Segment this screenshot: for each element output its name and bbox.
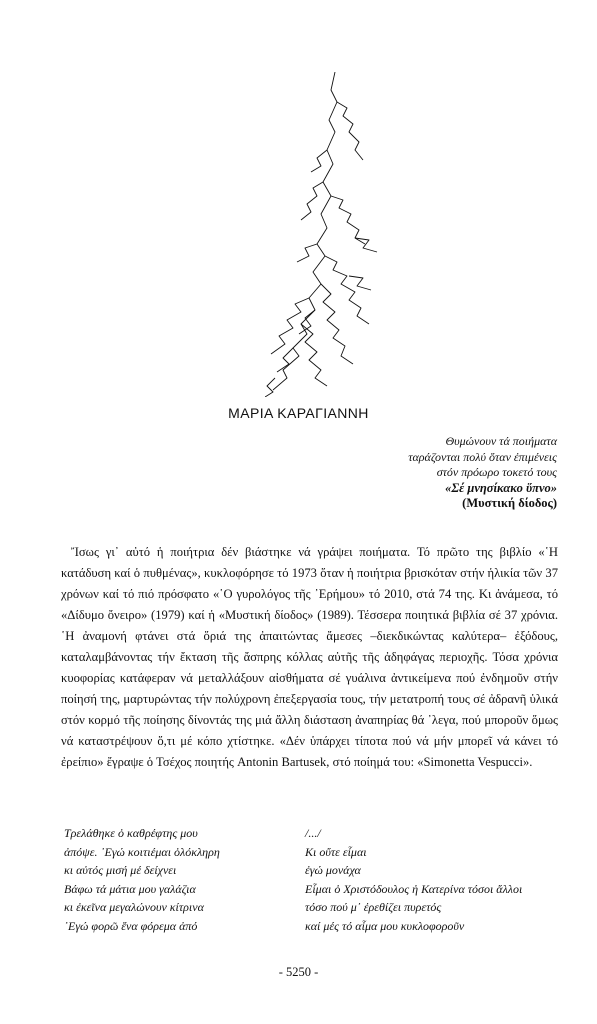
epigraph-line: ταράζονται πολύ ὅταν ἐπιμένεις <box>408 449 557 464</box>
author-name: ΜΑΡΙΑ ΚΑΡΑΓΙΑΝΝΗ <box>228 405 369 421</box>
epigraph-title: «Σέ μνησίκακο ὕπνο» <box>445 480 557 495</box>
epigraph-line: στόν πρόωρο τοκετό τους <box>436 465 557 479</box>
body-paragraph: Ἴσως γι᾿ αὐτό ἡ ποιήτρια δέν βιάστηκε νά γράψει ποιήματα. Τό πρῶτο της βιβλίο «῾Η κατάδυση καί ὁ πυθμένας», κυκλοφόρησε τό 1973 ὅταν ἡ ποιήτρια βρισκόταν στήν ἡλικία τῶν 37 χρόνων καί τό πιό πρόσφατο «῾Ο γυρολόγος τῆς ᾿Ερήμου» τό 2010, στά 74 της. Κι ἀνάμεσα, τό «Δίδυμο ὄνειρο» (1979) καί ἡ «Μυστική δίοδος» (1989). Τέσσερα ποιητικά βιβλία σέ 37 χρόνια. ῾Η ἀναμονή φτάνει στά ὅριά της ἀπαιτώντας ἄμεσες –διεκδικώντας καλύτερα– ἐξόδους, καταλαμβάνοντας τήν ἔκταση τῆς ἄσπρης κόλλας αὐτῆς τῆς ἀδηφάγας περιοχῆς. Τόσα χρόνια κυοφορίας κατάφεραν νά μεταλλάξουν αἰσθήματα σέ γυάλινα ἀντικείμενα πού ἐνδημοῦν στήν ποίησή της, μαρτυρώντας τήν πολύχρονη ἐπεξεργασία τους, τήν μετατροπή τους σέ ἀδρανῆ ὑλικά στόν κορμό τῆς ποίησης δίνοντάς της μιά ἄλλη διάσταση ἀναπηρίας θά ᾿λεγα, πού μποροῦν ὅμως νά καταστρέψουν ὅ,τι μέ κόπο χτίστηκε. «Δέν ὑπάρχει τίποτα πού νά μήν μπορεῖ νά κάνει τό ἐρείπιο» ἔγραψε ὁ Τσέχος ποιητής Antonin Bartusek, στό ποίημά του: «Simonetta Vespucci». <box>61 545 558 769</box>
poem-line: Βάφω τά μάτια μου γαλάζια <box>64 881 196 896</box>
body-text <box>61 542 558 773</box>
page-number: - 5250 - <box>278 965 319 979</box>
poem-line: Τρελάθηκε ὁ καθρέφτης μου <box>64 826 198 840</box>
poem-line: ᾿Εγώ φορῶ ἕνα φόρεμα ἀπό <box>64 918 198 933</box>
epigraph-source: (Μυστική δίοδος) <box>462 496 557 510</box>
poem-line: κι ἐκεῖνα μεγαλώνουν κίτρινα <box>64 900 204 914</box>
poem-line: Εἶμαι ὁ Χριστόδουλος ἡ Κατερίνα τόσοι ἄλλοι <box>305 881 523 896</box>
poem-line: τόσο πού μ᾿ ἐρεθίζει πυρετός <box>305 900 442 914</box>
epigraph <box>408 434 557 512</box>
poem-line: ἀπόψε. ᾿Εγώ κοιτιέμαι ὁλόκληρη <box>64 844 220 859</box>
poem-line: ἐγώ μονάχα <box>305 863 361 877</box>
ink-tree-illustration <box>265 72 385 397</box>
poem-line: Κι οὔτε εἶμαι <box>305 844 367 859</box>
poem-line: /.../ <box>305 826 321 840</box>
poem-line: κι αὐτός μισή μέ δείχνει <box>64 863 177 877</box>
epigraph-line: Θυμώνουν τά ποιήματα <box>445 434 557 448</box>
poem-column-right <box>305 824 522 935</box>
poem-line: καί μές τό αἷμα μου κυκλοφοροῦν <box>305 918 465 933</box>
poem-column-left <box>64 824 220 935</box>
